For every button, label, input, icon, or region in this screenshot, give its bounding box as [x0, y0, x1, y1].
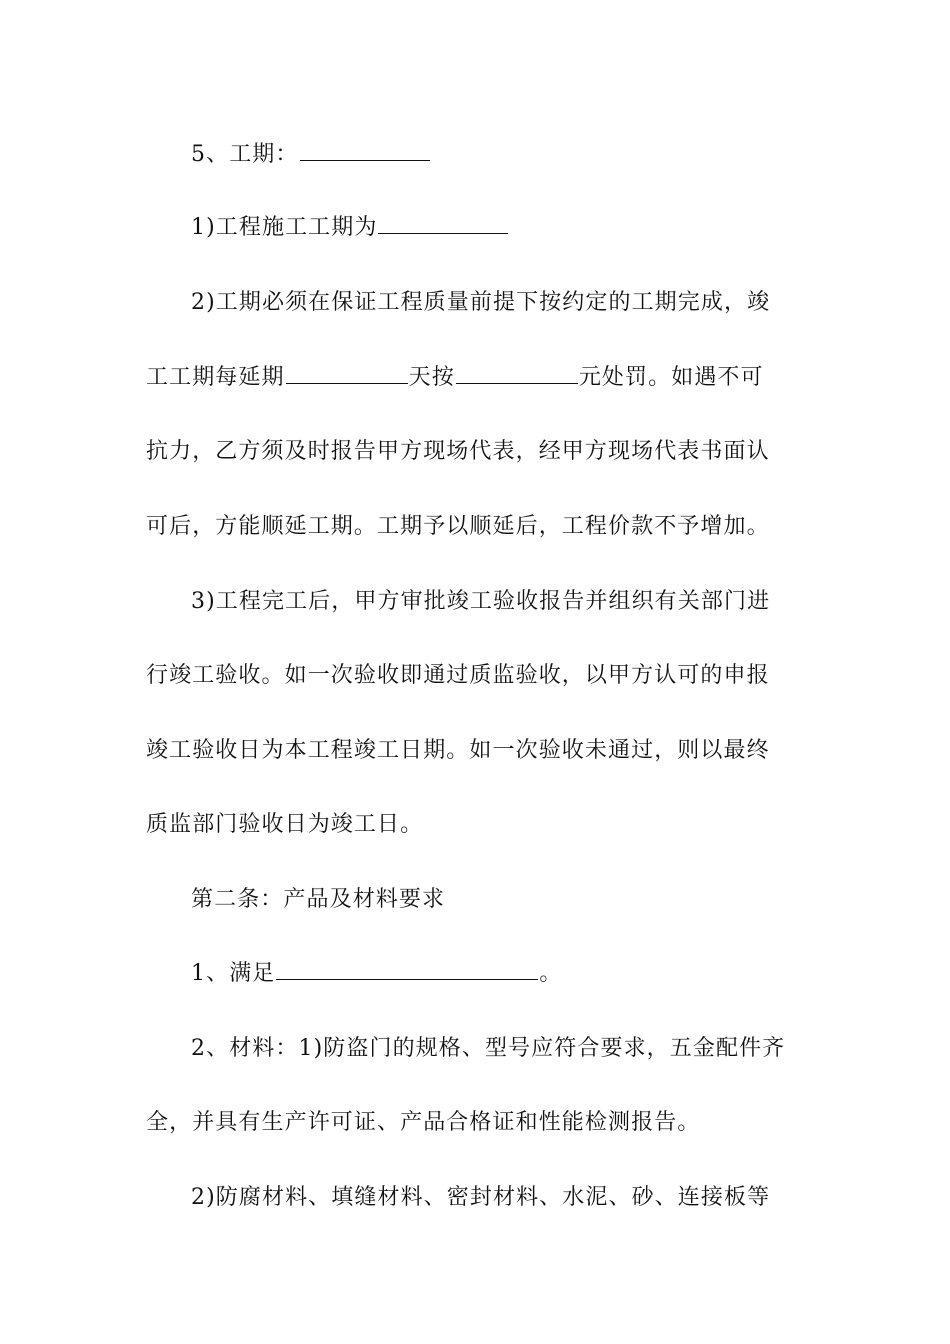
paragraph-text: 元处罚。如遇不可: [578, 365, 764, 390]
clause-5-3-line4: [146, 810, 806, 840]
clause-5-1-text: 1)工程施工工期为: [191, 215, 378, 240]
fill-blank: [456, 365, 578, 384]
article-2-item-2-line2: [146, 1108, 806, 1138]
fill-blank: [286, 365, 408, 384]
clause-5-2-line4: [146, 512, 806, 542]
paragraph-text: 2)防腐材料、填缝材料、密封材料、水泥、砂、连接板等: [191, 1185, 771, 1210]
section-heading: 第二条：产品及材料要求: [191, 887, 446, 912]
clause-5-3-line1: [191, 587, 851, 617]
paragraph-text: 全，并具有生产许可证、产品合格证和性能检测报告。: [146, 1110, 701, 1135]
paragraph-text: 行竣工验收。如一次验收即通过质监验收，以甲方认可的申报: [146, 663, 770, 688]
clause-5-heading: [191, 140, 851, 170]
clause-5-2-line1: [191, 288, 851, 318]
clause-5-3-line3: [146, 736, 806, 766]
clause-5-3-line2: [146, 661, 806, 691]
paragraph-text: 1、满足: [191, 961, 276, 986]
paragraph-text: 竣工验收日为本工程竣工日期。如一次验收未通过，则以最终: [146, 738, 770, 763]
paragraph-text: 2)工期必须在保证工程质量前提下按约定的工期完成，竣: [191, 290, 771, 315]
clause-5-2-line2: [146, 363, 806, 393]
paragraph-text: 3)工程完工后，甲方审批竣工验收报告并组织有关部门进: [191, 589, 771, 614]
paragraph-text: 抗力，乙方须及时报告甲方现场代表，经甲方现场代表书面认: [146, 439, 770, 464]
paragraph-text: 可后，方能顺延工期。工期予以顺延后，工程价款不予增加。: [146, 514, 770, 539]
clause-5-2-line3: [146, 437, 806, 467]
article-2-item-2-line3: [191, 1183, 851, 1213]
article-2-heading: [191, 885, 851, 915]
fill-blank: [378, 215, 508, 234]
paragraph-text: 质监部门验收日为竣工日。: [146, 812, 424, 837]
paragraph-text: 天按: [408, 365, 455, 390]
paragraph-text: 。: [539, 961, 563, 986]
clause-5-label: 5、工期：: [191, 142, 299, 167]
article-2-item-2-line1: [191, 1034, 851, 1064]
clause-5-1: [191, 213, 851, 243]
fill-blank: [276, 961, 538, 980]
fill-blank: [300, 142, 430, 161]
paragraph-text: 工工期每延期: [146, 365, 285, 390]
paragraph-text: 2、材料：1)防盗门的规格、型号应符合要求，五金配件齐: [191, 1036, 786, 1061]
article-2-item-1: [191, 959, 851, 989]
